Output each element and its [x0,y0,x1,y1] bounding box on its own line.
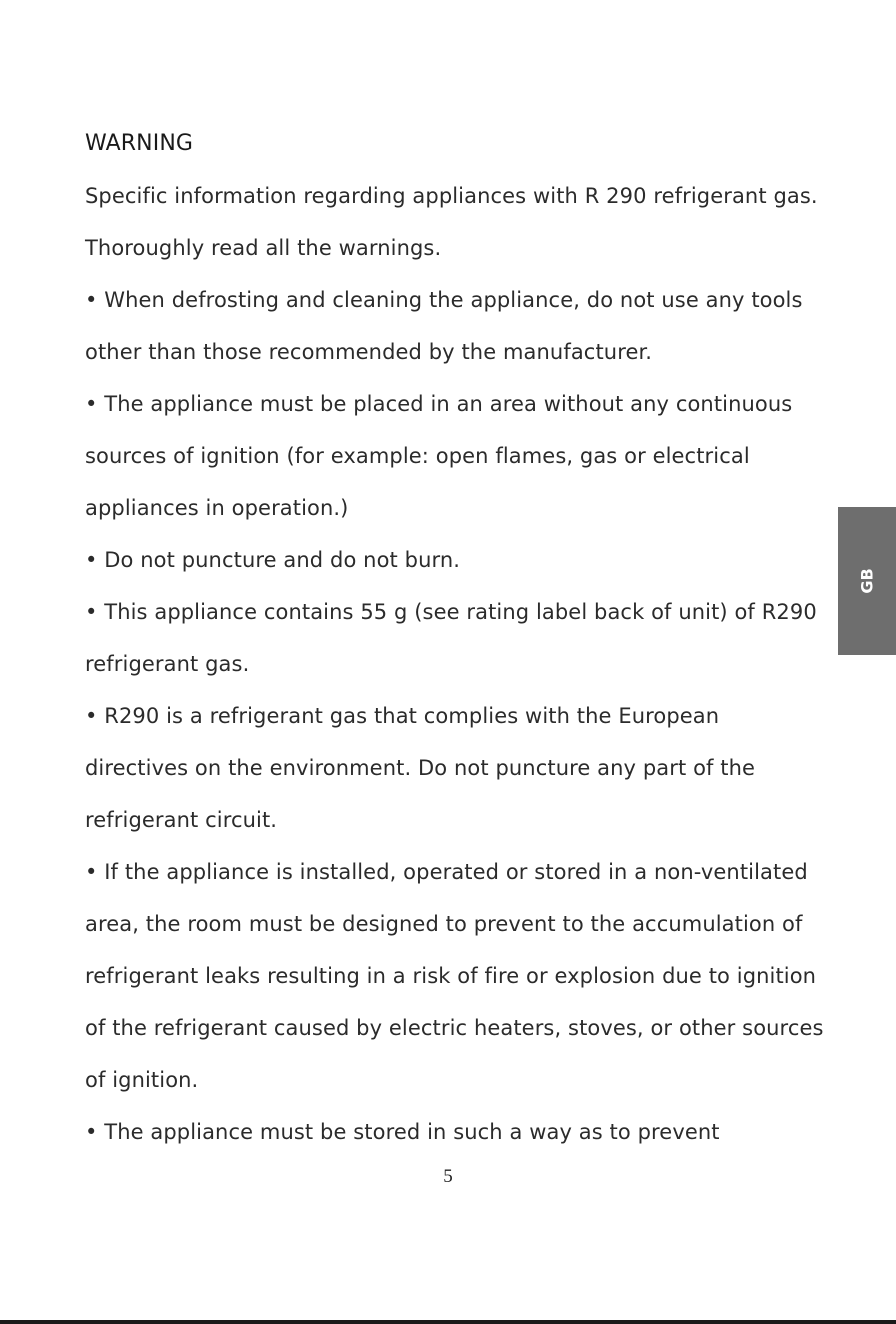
bottom-edge-rule [0,1320,896,1324]
text-line: • R290 is a refrigerant gas that complies with the European [85,704,720,728]
page-number: 5 [443,1166,453,1187]
text-line: refrigerant gas. [85,652,250,676]
text-line: • The appliance must be stored in such a way as to prevent [85,1120,720,1144]
text-line: area, the room must be designed to prevent to the accumulation of [85,912,803,936]
text-line: • The appliance must be placed in an area without any continuous [85,392,793,416]
text-line: other than those recommended by the manufacturer. [85,340,653,364]
text-line: • When defrosting and cleaning the appliance, do not use any tools [85,288,803,312]
text-line: refrigerant circuit. [85,808,278,832]
text-line: Specific information regarding appliances with R 290 refrigerant gas. [85,184,818,208]
text-line: of the refrigerant caused by electric heaters, stoves, or other sources [85,1016,824,1040]
language-tab [838,507,896,655]
text-line: sources of ignition (for example: open flames, gas or electrical [85,444,750,468]
text-line: Thoroughly read all the warnings. [85,236,442,260]
text-line: appliances in operation.) [85,496,349,520]
language-tab-label: GB [857,568,877,594]
text-line: of ignition. [85,1068,199,1092]
text-line: refrigerant leaks resulting in a risk of fire or explosion due to ignition [85,964,817,988]
warning-section [85,122,835,1162]
text-line: directives on the environment. Do not puncture any part of the [85,756,756,780]
text-line: • Do not puncture and do not burn. [85,548,461,572]
warning-heading: WARNING [85,131,194,156]
text-line: • If the appliance is installed, operated or stored in a non-ventilated [85,860,808,884]
text-line: • This appliance contains 55 g (see rating label back of unit) of R290 [85,600,817,624]
